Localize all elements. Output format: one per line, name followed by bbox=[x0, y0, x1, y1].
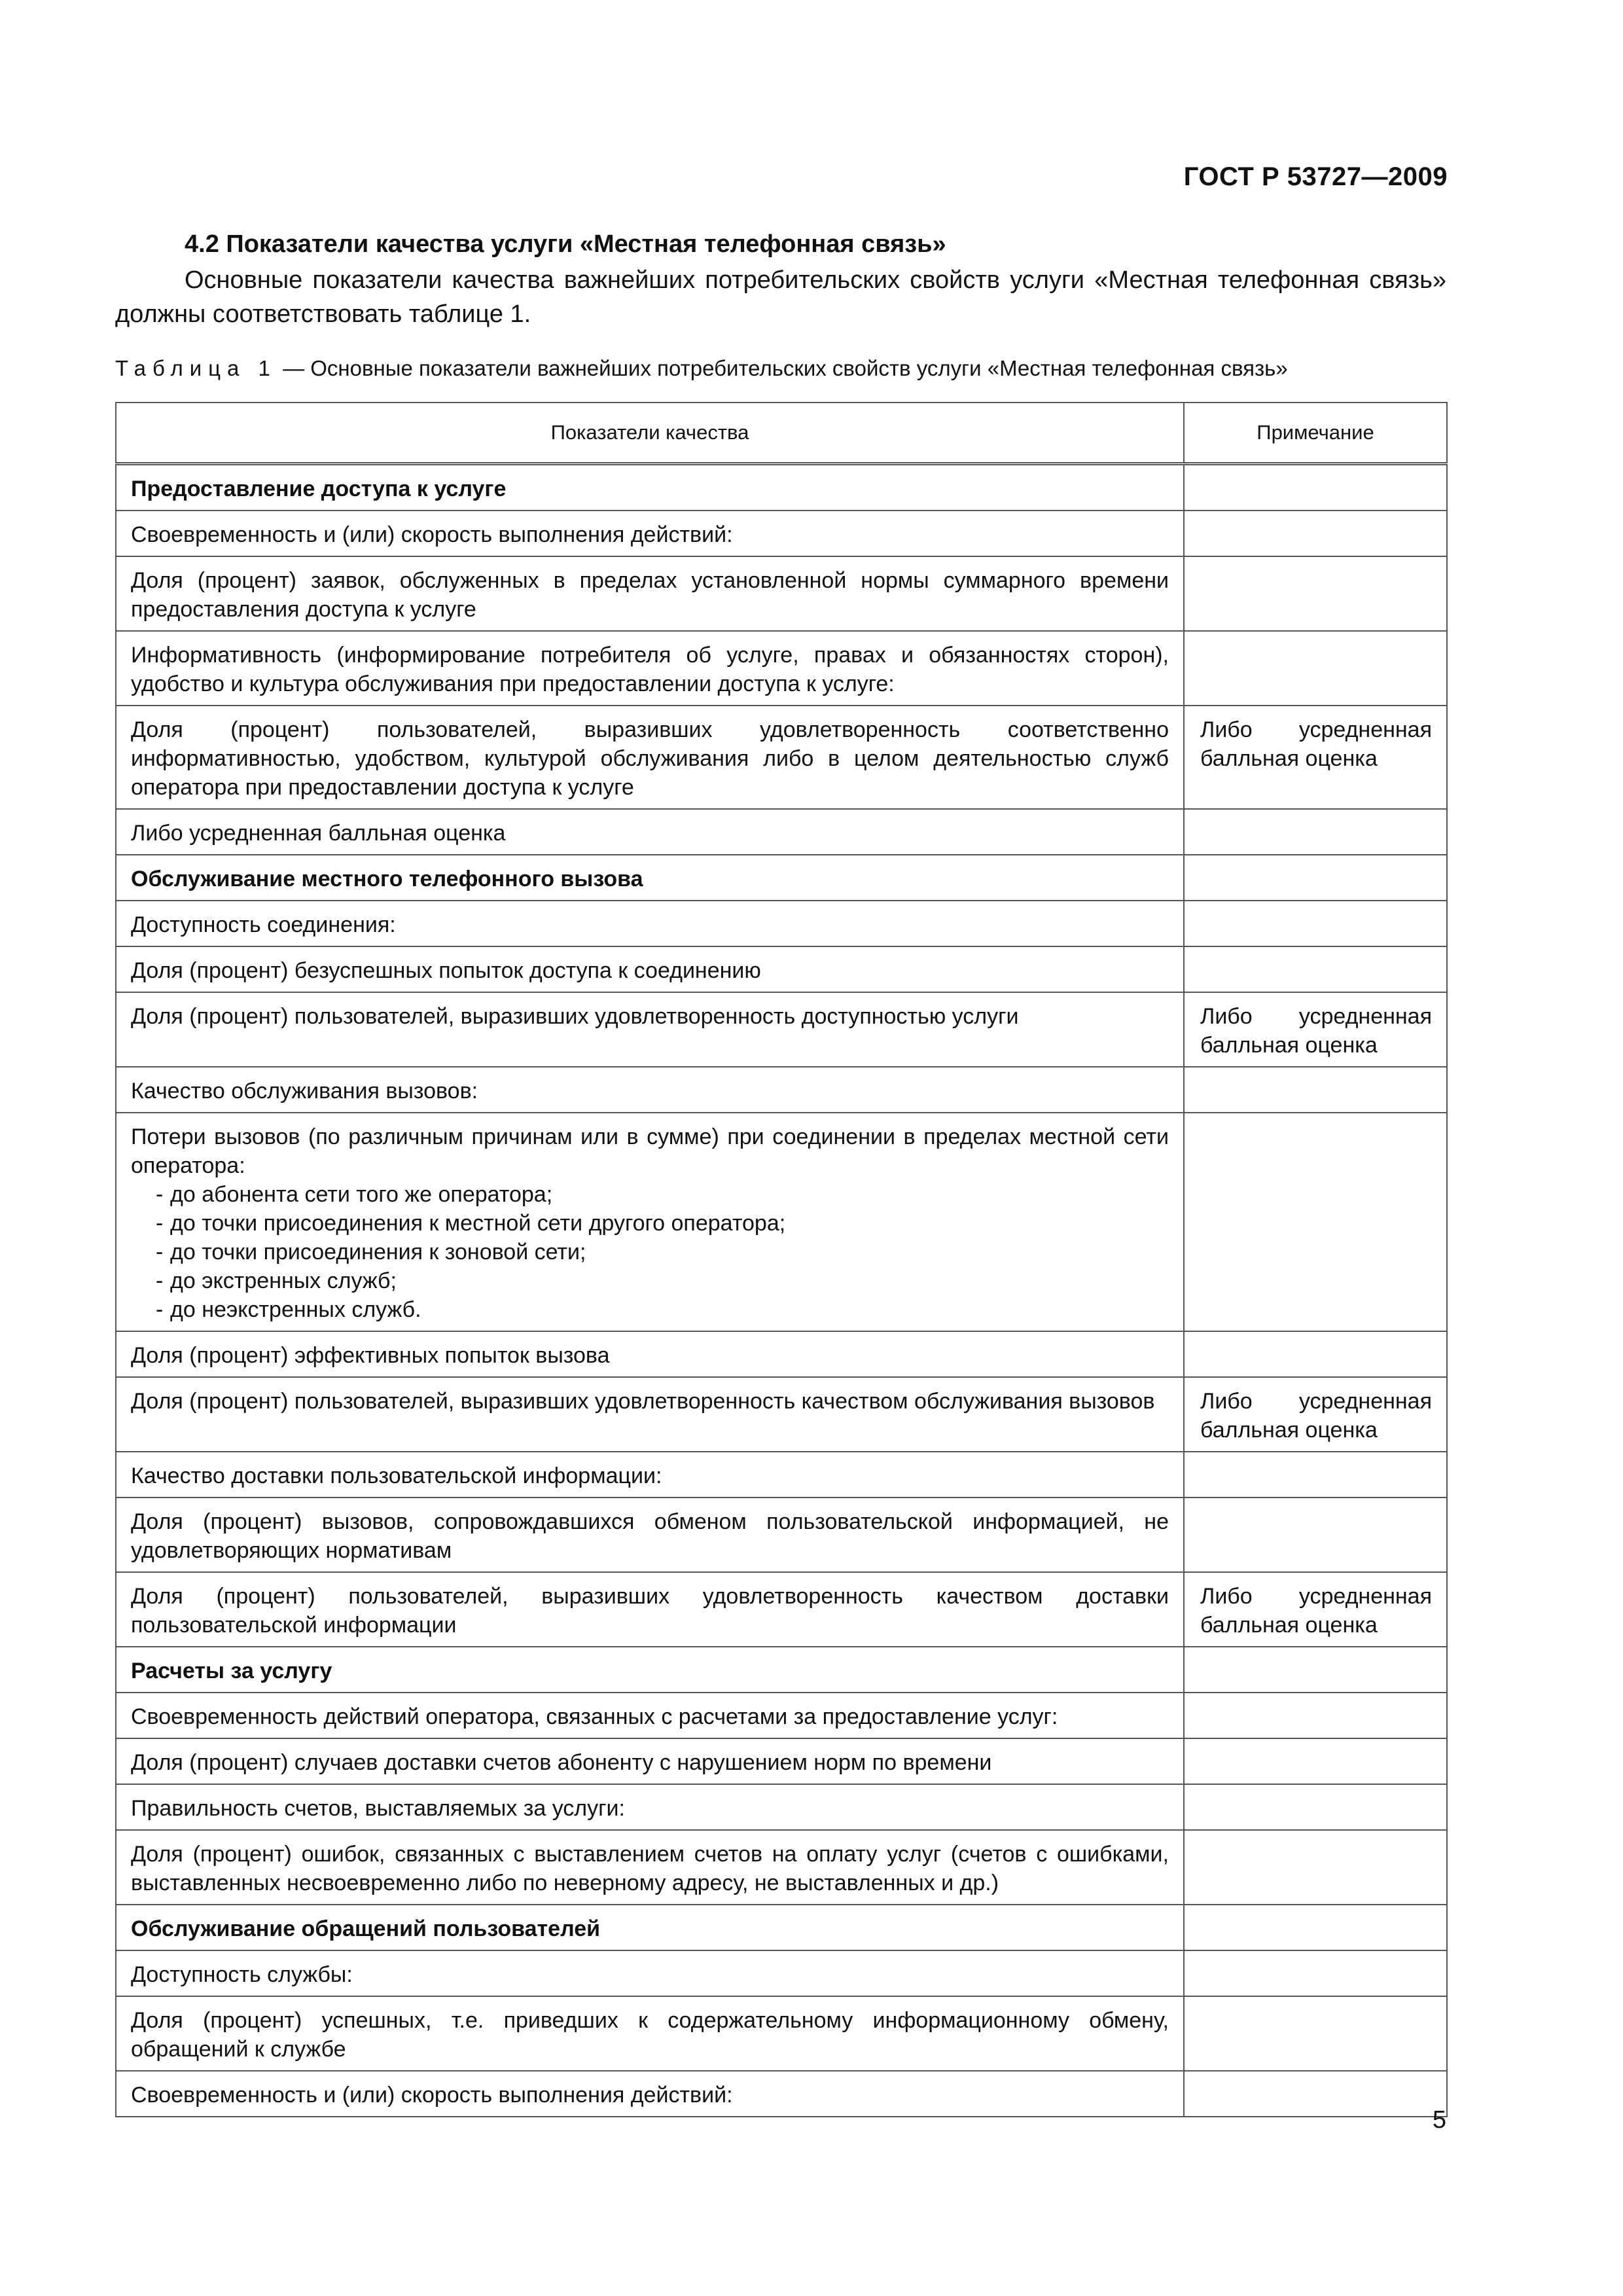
indicator-text: Доля (процент) вызовов, сопровождавшихся обменом пользовательской информацией, не удовлетворяющих нормативам bbox=[131, 1509, 1169, 1563]
indicator-cell bbox=[116, 1331, 1184, 1377]
intro-text: Основные показатели качества важнейших потребительских свойств услуги «Местная телефонная связь» должны соответствовать таблице 1. bbox=[115, 266, 1446, 328]
note-text: Либо усредненная балльная оценка bbox=[1200, 1389, 1432, 1443]
section-heading-cell bbox=[116, 1647, 1184, 1693]
indicator-text: Доля (процент) заявок, обслуженных в пределах установленной нормы суммарного времени предоставления доступа к услуге bbox=[131, 568, 1169, 622]
table-row bbox=[116, 1950, 1447, 1996]
table-row bbox=[116, 464, 1447, 511]
note-cell bbox=[1184, 1572, 1447, 1647]
indicator-cell bbox=[116, 1572, 1184, 1647]
table-row bbox=[116, 1784, 1447, 1830]
indicator-text: Обслуживание местного телефонного вызова bbox=[131, 867, 643, 891]
table-row bbox=[116, 855, 1447, 901]
quality-indicators-table bbox=[115, 402, 1448, 2117]
indicator-cell bbox=[116, 1377, 1184, 1452]
indicator-cell bbox=[116, 1738, 1184, 1784]
table-row bbox=[116, 1905, 1447, 1950]
table-caption bbox=[115, 356, 1446, 381]
sublist-item: - до неэкстренных служб. bbox=[131, 1295, 1169, 1324]
indicator-cell bbox=[116, 511, 1184, 556]
indicator-text: Качество доставки пользовательской информации: bbox=[131, 1463, 662, 1488]
indicator-text: Своевременность и (или) скорость выполнения действий: bbox=[131, 522, 733, 547]
sublist-item: - до точки присоединения к зоновой сети; bbox=[131, 1238, 1169, 1266]
indicator-sublist bbox=[131, 1180, 1169, 1324]
indicator-text: Правильность счетов, выставляемых за услуги: bbox=[131, 1796, 625, 1821]
table-row bbox=[116, 1738, 1447, 1784]
indicator-cell bbox=[116, 1498, 1184, 1572]
indicator-cell bbox=[116, 706, 1184, 809]
note-text: Либо усредненная балльная оценка bbox=[1200, 1584, 1432, 1638]
indicator-text: Либо усредненная балльная оценка bbox=[131, 821, 506, 846]
indicator-cell bbox=[116, 631, 1184, 706]
table-row bbox=[116, 1498, 1447, 1572]
note-cell bbox=[1184, 901, 1447, 946]
table-row bbox=[116, 1830, 1447, 1905]
indicator-cell bbox=[116, 901, 1184, 946]
note-cell bbox=[1184, 511, 1447, 556]
indicator-text: Доступность службы: bbox=[131, 1962, 353, 1987]
table-header-row bbox=[116, 403, 1447, 464]
table-row bbox=[116, 809, 1447, 855]
indicator-text: Своевременность и (или) скорость выполнения действий: bbox=[131, 2083, 733, 2108]
note-cell bbox=[1184, 1377, 1447, 1452]
indicator-cell bbox=[116, 1452, 1184, 1498]
table-row bbox=[116, 1647, 1447, 1693]
indicator-cell bbox=[116, 1067, 1184, 1113]
table-caption-text: — Основные показатели важнейших потребительских свойств услуги «Местная телефонная связь» bbox=[276, 356, 1288, 380]
indicator-cell bbox=[116, 1784, 1184, 1830]
note-cell bbox=[1184, 1738, 1447, 1784]
indicator-cell bbox=[116, 1830, 1184, 1905]
sublist-item: - до экстренных служб; bbox=[131, 1266, 1169, 1295]
note-cell bbox=[1184, 1452, 1447, 1498]
note-cell bbox=[1184, 855, 1447, 901]
table-row bbox=[116, 631, 1447, 706]
indicator-cell bbox=[116, 992, 1184, 1067]
note-cell bbox=[1184, 992, 1447, 1067]
note-cell bbox=[1184, 1331, 1447, 1377]
table-row bbox=[116, 946, 1447, 992]
indicator-cell bbox=[116, 1996, 1184, 2071]
indicator-text: Доля (процент) безуспешных попыток доступа к соединению bbox=[131, 958, 761, 983]
indicator-cell bbox=[116, 2071, 1184, 2117]
note-cell bbox=[1184, 809, 1447, 855]
note-cell bbox=[1184, 1950, 1447, 1996]
indicator-text: Доля (процент) пользователей, выразивших удовлетворенность соответственно информативностью, удобством, культурой обслуживания либо в целом деятельностью служб оператора при предоставлении доступа к услуге bbox=[131, 717, 1169, 800]
note-cell bbox=[1184, 1498, 1447, 1572]
note-cell bbox=[1184, 1067, 1447, 1113]
header-note: Примечание bbox=[1184, 403, 1447, 464]
table-row bbox=[116, 1113, 1447, 1331]
note-cell bbox=[1184, 1905, 1447, 1950]
indicator-cell bbox=[116, 946, 1184, 992]
table-row bbox=[116, 992, 1447, 1067]
note-cell bbox=[1184, 1830, 1447, 1905]
note-cell bbox=[1184, 1647, 1447, 1693]
table-row bbox=[116, 1331, 1447, 1377]
indicator-cell bbox=[116, 1113, 1184, 1331]
table-row bbox=[116, 1996, 1447, 2071]
indicator-text: Доля (процент) пользователей, выразивших удовлетворенность качеством доставки пользовательской информации bbox=[131, 1584, 1169, 1638]
indicator-cell bbox=[116, 556, 1184, 631]
note-cell bbox=[1184, 706, 1447, 809]
table-row bbox=[116, 511, 1447, 556]
table-row bbox=[116, 1452, 1447, 1498]
indicator-text: Доступность соединения: bbox=[131, 912, 396, 937]
table-row bbox=[116, 1572, 1447, 1647]
indicator-text: Доля (процент) пользователей, выразивших удовлетворенность качеством обслуживания вызовов bbox=[131, 1389, 1155, 1414]
indicator-text: Информативность (информирование потребителя об услуге, правах и обязанностях сторон), удобство и культура обслуживания при предоставлении доступа к услуге: bbox=[131, 643, 1169, 696]
note-cell bbox=[1184, 556, 1447, 631]
note-text: Либо усредненная балльная оценка bbox=[1200, 717, 1432, 771]
indicator-text: Доля (процент) случаев доставки счетов абоненту с нарушением норм по времени bbox=[131, 1750, 992, 1775]
table-body bbox=[116, 464, 1447, 2117]
table-row bbox=[116, 1067, 1447, 1113]
sublist-item: - до точки присоединения к местной сети другого оператора; bbox=[131, 1209, 1169, 1238]
indicator-text: Доля (процент) ошибок, связанных с выставлением счетов на оплату услуг (счетов с ошибками, выставленных несвоевременно либо по неверному адресу, не выставленных и др.) bbox=[131, 1842, 1169, 1895]
sublist-item: - до абонента сети того же оператора; bbox=[131, 1180, 1169, 1209]
indicator-text: Доля (процент) пользователей, выразивших удовлетворенность доступностью услуги bbox=[131, 1004, 1019, 1029]
table-row bbox=[116, 901, 1447, 946]
indicator-cell bbox=[116, 1693, 1184, 1738]
note-cell bbox=[1184, 1996, 1447, 2071]
indicator-text: Доля (процент) эффективных попыток вызова bbox=[131, 1343, 610, 1368]
note-cell bbox=[1184, 946, 1447, 992]
note-cell bbox=[1184, 1113, 1447, 1331]
intro-paragraph bbox=[115, 263, 1446, 331]
section-heading-cell bbox=[116, 1905, 1184, 1950]
section-heading-cell bbox=[116, 855, 1184, 901]
section-heading-cell bbox=[116, 464, 1184, 511]
indicator-text: Расчеты за услугу bbox=[131, 1659, 332, 1683]
indicator-text: Своевременность действий оператора, связанных с расчетами за предоставление услуг: bbox=[131, 1704, 1058, 1729]
indicator-cell bbox=[116, 809, 1184, 855]
page-number: 5 bbox=[1432, 2106, 1446, 2134]
note-text: Либо усредненная балльная оценка bbox=[1200, 1004, 1432, 1058]
table-row bbox=[116, 1693, 1447, 1738]
table-row bbox=[116, 2071, 1447, 2117]
note-cell bbox=[1184, 2071, 1447, 2117]
indicator-text: Доля (процент) успешных, т.е. приведших к содержательному информационному обмену, обращений к службе bbox=[131, 2008, 1169, 2062]
indicator-text: Обслуживание обращений пользователей bbox=[131, 1916, 601, 1941]
note-cell bbox=[1184, 1784, 1447, 1830]
table-row bbox=[116, 706, 1447, 809]
table-row bbox=[116, 556, 1447, 631]
indicator-text: Потери вызовов (по различным причинам или в сумме) при соединении в пределах местной сети оператора: bbox=[131, 1124, 1169, 1178]
note-cell bbox=[1184, 1693, 1447, 1738]
indicator-cell bbox=[116, 1950, 1184, 1996]
note-cell bbox=[1184, 464, 1447, 511]
table-row bbox=[116, 1377, 1447, 1452]
header-indicators: Показатели качества bbox=[116, 403, 1184, 464]
document-code: ГОСТ Р 53727—2009 bbox=[1183, 162, 1448, 191]
section-title: 4.2 Показатели качества услуги «Местная телефонная связь» bbox=[185, 230, 946, 258]
table-caption-label: Таблица 1 bbox=[115, 356, 277, 380]
indicator-text: Предоставление доступа к услуге bbox=[131, 476, 507, 501]
indicator-text: Качество обслуживания вызовов: bbox=[131, 1079, 478, 1103]
note-cell bbox=[1184, 631, 1447, 706]
